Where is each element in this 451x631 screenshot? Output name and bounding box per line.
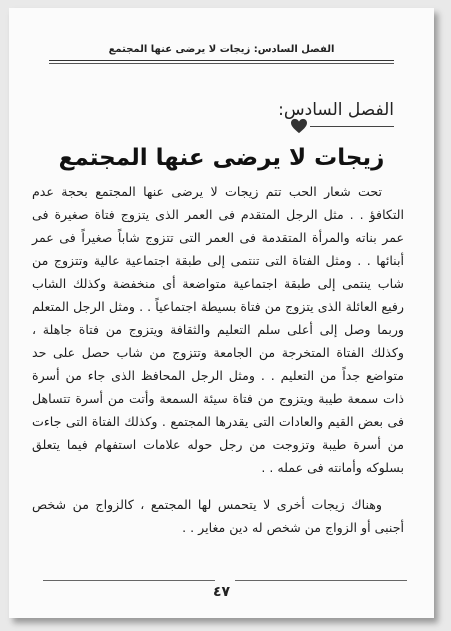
heart-icon [290,118,308,134]
book-page [9,8,434,618]
paragraph: وهناك زيجات أخرى لا يتحمس لها المجتمع ، كالزواج من شخص أجنبى أو الزواج من شخص له دين مغاير . . [32,497,404,535]
page-number: ٤٧ [212,584,231,600]
header-rule [49,60,394,61]
header-rule-secondary [49,63,394,64]
chapter-label: الفصل السادس: [278,100,394,120]
footer-rule [43,580,407,581]
body-text [32,180,404,539]
paragraph: تحت شعار الحب تتم زيجات لا يرضى عنها المجتمع بحجة عدم التكافؤ . . مثل الرجل المتقدم فى العمر الذى يتزوج فتاة صغيرة فى عمر بناته والمرأة المتقدمة فى العمر التى تتزوج شاباً صغيراً فى عمر أبنائها . . ومثل الفتاة التى تنتمى إلى طبقة اجتماعية عالية وتتزوج من شاب ينتمى إلى طبقة اجتماعية متواضعة أى منخفضة وكذلك الشاب رفيع العائلة الذى يتزوج من فتاة بسيطة اجتماعياً . . ومثل الرجل المتعلم وربما وصل إلى أعلى سلم التعليم والثقافة ويتزوج من فتاة جاهلة ، وكذلك الفتاة المتخرجة من الجامعة وتتزوج من شاب حصل على حد متواضع جداً من التعليم . . ومثل الرجل المحافظ الذى جاء من أسرة ذات سمعة طيبة ويتزوج من فتاة سيئة السمعة وأتت من أسرة تتساهل فى بعض القيم والعادات التى يقدرها المجتمع . وكذلك الفتاة التى جاءت من أسرة طيبة وتزوجت من رجل حوله علامات استفهام فيما يتعلق بسلوكه وأمانته فى عمله . . [32,184,404,475]
chapter-title: زيجات لا يرضى عنها المجتمع [58,145,385,171]
chapter-underline [310,126,394,127]
running-head: الفصل السادس: زيجات لا يرضى عنها المجتمع [108,44,335,55]
